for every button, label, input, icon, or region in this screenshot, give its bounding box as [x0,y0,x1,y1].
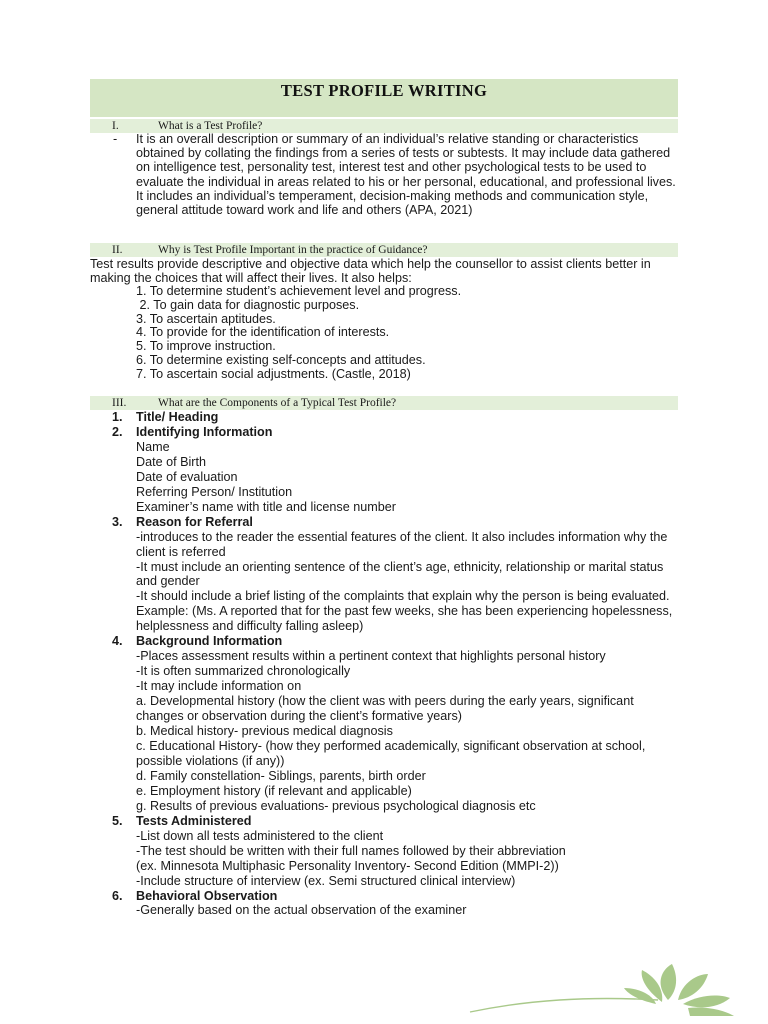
item-line: -It must include an orienting sentence of the client’s age, ethnicity, relationship or marital status and gender [136,559,664,589]
item-heading: Title/ Heading [136,410,219,424]
item-line: -It should include a brief listing of the complaints that explain why the person is being evaluated. [136,589,670,604]
item-line: -It is often summarized chronologically [136,664,351,679]
item-line: Date of evaluation [136,469,238,484]
component-item-tests [112,814,682,889]
item-line: -List down all tests administered to the client [136,828,384,843]
list-item: 2. To gain data for diagnostic purposes. [136,297,360,312]
title-band [90,79,678,117]
item-line: a. Developmental history (how the client was with peers during the early years, significant changes or observation during the client’s formative years) [136,694,634,724]
item-line: -Include structure of interview (ex. Semi structured clinical interview) [136,873,516,888]
section-heading-3 [90,396,678,410]
item-heading: Tests Administered [136,813,252,828]
section-number: II. [112,244,123,256]
definition-paragraph: It is an overall description or summary of an individual’s relative standing or characteristics obtained by collating the findings from a series of tests or subtests. It may include data gathered on intelligence test, personality test, interest test and other psychological tests to be used to evaluate the individual in areas related to his or her personal, educational, and professional lives. It includes an individual’s temperament, decision-making methods and communication style, general attitude toward work and life and others (APA, 2021) [136,132,676,218]
page-title: TEST PROFILE WRITING [280,81,488,100]
item-line: Example: (Ms. A reported that for the past few weeks, she has been experiencing hopelessness, helplessness and difficulty falling asleep) [136,604,673,634]
list-item: 3. To ascertain aptitudes. [136,311,276,326]
component-item-behavioral [112,889,682,919]
leaf-sprig-icon [468,960,758,1016]
section-heading-2 [90,243,678,257]
item-heading: Behavioral Observation [136,888,278,903]
section-number: I. [112,120,119,132]
item-number: 6. [112,888,123,903]
item-line: Date of Birth [136,454,206,469]
item-line: -introduces to the reader the essential features of the client. It also includes information why the client is referred [136,529,668,559]
item-line: c. Educational History- (how they performed academically, significant observation at school, possible violations (if any)) [136,738,646,768]
component-item-background [112,634,682,813]
item-number: 4. [112,634,123,649]
item-line: Examiner’s name with title and license number [136,499,396,514]
item-line: e. Employment history (if relevant and applicable) [136,783,412,798]
item-heading: Reason for Referral [136,514,253,529]
component-item-identifying [112,425,682,515]
component-item-referral [112,515,682,635]
item-number: 3. [112,514,123,529]
importance-list [136,285,461,382]
list-item: 7. To ascertain social adjustments. (Castle, 2018) [136,366,411,381]
item-line: b. Medical history- previous medical diagnosis [136,724,393,739]
item-number: 1. [112,410,123,424]
item-number: 5. [112,813,123,828]
item-number: 2. [112,424,123,439]
item-line: Name [136,439,170,454]
section-number: III. [112,397,127,409]
section-heading-text: Why is Test Profile Important in the practice of Guidance? [158,244,428,256]
importance-intro: Test results provide descriptive and objective data which help the counsellor to assist clients better in making the choices that will affect their lives. It also helps: [90,257,651,286]
item-line: -The test should be written with their full names followed by their abbreviation [136,843,566,858]
section-heading-text: What are the Components of a Typical Test Profile? [158,397,397,409]
item-line: (ex. Minnesota Multiphasic Personality Inventory- Second Edition (MMPI-2)) [136,858,559,873]
component-item-title [112,410,682,425]
item-heading: Identifying Information [136,424,273,439]
item-line: d. Family constellation- Siblings, parents, birth order [136,768,426,783]
components-list [112,410,682,918]
list-item: 6. To determine existing self-concepts and attitudes. [136,352,426,367]
section-heading-1 [90,119,678,133]
item-line: g. Results of previous evaluations- previous psychological diagnosis etc [136,798,536,813]
item-line: -Generally based on the actual observation of the examiner [136,903,467,918]
item-line: -It may include information on [136,679,302,694]
list-item: 5. To improve instruction. [136,339,276,354]
list-item: 1. To determine student’s achievement level and progress. [136,284,462,298]
item-line: -Places assessment results within a pertinent context that highlights personal history [136,649,606,664]
item-heading: Background Information [136,634,283,649]
item-line: Referring Person/ Institution [136,484,293,499]
list-item: 4. To provide for the identification of interests. [136,325,390,340]
section-heading-text: What is a Test Profile? [158,120,263,132]
bullet-dash: - [113,132,118,146]
